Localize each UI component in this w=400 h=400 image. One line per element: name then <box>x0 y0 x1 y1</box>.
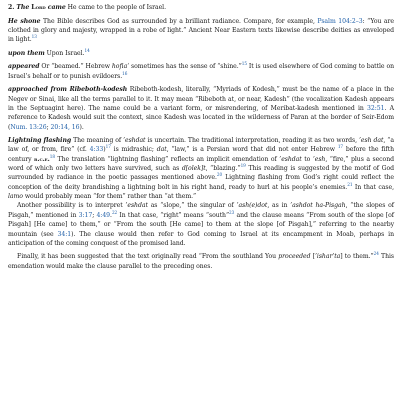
cross-reference-link[interactable]: 4:33 <box>89 146 104 154</box>
italic-term: ’eshdat <box>123 137 146 145</box>
body-text: as “slope,” the singular of <box>147 202 237 210</box>
body-text: This emendation would make the clause parallel to the preceding ones. <box>8 253 395 270</box>
cross-reference-link[interactable]: 34:1 <box>57 230 72 238</box>
italic-term: ’esh <box>312 155 326 163</box>
cross-reference-link[interactable]: Psalm 104:2–3 <box>317 17 363 25</box>
body-text: , as in <box>267 202 291 210</box>
footnote-marker[interactable]: 17 <box>337 144 344 150</box>
body-text: In that case, <box>352 183 394 191</box>
paragraph-finally <box>8 252 394 271</box>
lemma: came <box>45 4 66 11</box>
footnote-marker[interactable]: 23 <box>229 209 235 215</box>
body-text: and the clause means “From south of the slope [of Pisgah] [He came] to them,” or “From the south [He came] to them at the slope [of Pisgah],” referring to the nearby mountain (see <box>8 211 394 238</box>
footnote-marker[interactable]: 22 <box>111 209 118 215</box>
body-text: ). <box>79 123 84 131</box>
small-caps-text: Lord <box>31 4 46 11</box>
verse-2-heading <box>8 3 394 12</box>
footnote-marker[interactable]: 19 <box>240 163 246 169</box>
verse-number: 2. <box>8 4 17 11</box>
italic-term: ’esh dat <box>358 137 384 145</box>
cross-reference-link[interactable]: Num. 13:26 <box>10 123 47 131</box>
footnote-marker[interactable]: 16 <box>122 70 128 76</box>
lemma: Lightning flashing <box>8 137 72 145</box>
italic-term: ’eshdat <box>125 202 148 210</box>
lemma: He shone <box>8 17 41 25</box>
body-text: would probably mean “for them” rather than “at them.” <box>22 193 197 201</box>
italic-term: ’ash(e)dot <box>236 202 268 210</box>
entry-upon-them <box>8 49 394 58</box>
body-text: In that case, “right” means “south” <box>117 211 230 219</box>
body-text: . <box>110 211 112 219</box>
body-text: Another possibility is to interpret <box>17 202 126 210</box>
body-text: , “a law of, or from, fire” (cf. <box>8 137 394 154</box>
body-text: Ribeboth-kodesh, literally, “Myriads of Kodesh,” must be the name of a place in the Negev or Sinai, like all the terms parallel to it. It may mean “Ribeboth at, or near, Kadesh” (the vocalization Kadesh appears in the Septuagint here). The name could be a variant form, or misrendering, of Meribat-kadesh mentioned in <box>8 86 394 112</box>
body-text: He came to the people of Israel. <box>65 4 166 11</box>
entry-he-shone <box>8 17 394 45</box>
body-text: ; <box>46 123 51 131</box>
body-text: , “law,” is a Persian word that did not enter Hebrew <box>166 146 338 154</box>
footnote-marker[interactable]: 13 <box>31 34 37 40</box>
body-text: ; <box>92 211 97 219</box>
small-caps-text: b.c.e. <box>34 155 50 163</box>
body-text: sometimes has the sense of “shine.” <box>129 63 242 71</box>
italic-term: d[olek]t <box>181 165 206 173</box>
cross-reference-link[interactable]: 20:14, 16 <box>50 123 80 131</box>
entry-ribeboth-kodesh <box>8 85 394 132</box>
body-text: ] to them.” <box>340 253 374 261</box>
italic-term: lamo <box>8 193 23 201</box>
body-text: Lightning flashing from God’s right could reflect the conception of the deity brandishing a lightning bolt in his right hand, ready to hurl at his people’s enemies. <box>8 174 394 191</box>
body-text: ). The clause would then refer to God coming to Israel at its encampment in Moab, perhaps in anticipation of the coming conquest of the promised land. <box>8 230 395 247</box>
body-text: It is used elsewhere of God coming to battle on Israel’s behalf or to punish evildoers. <box>8 63 394 80</box>
italic-term: ’eshdat <box>279 155 302 163</box>
body-text: before the fifth century <box>8 146 394 163</box>
body-text: The meaning of <box>71 137 124 145</box>
italic-term: ’ashdot ha-Pisgah <box>290 202 346 210</box>
body-text: Finally, it has been suggested that the text originally read “From the southland You <box>17 253 279 261</box>
entry-lightning-flashing <box>8 136 394 201</box>
footnote-marker[interactable]: 20 <box>216 172 223 178</box>
body-text: [ <box>310 253 316 261</box>
body-text: ) <box>103 146 106 154</box>
footnote-marker[interactable]: 15 <box>241 61 247 67</box>
footnote-marker[interactable]: 17 <box>105 144 111 150</box>
lemma: appeared <box>8 63 40 71</box>
cross-reference-link[interactable]: 32:51 <box>367 104 385 112</box>
body-text: This reading is suggested by the motif of God surrounded by radiance in the poetic passages mentioned above. <box>8 165 394 182</box>
italic-term: ’ishar’ta <box>315 253 341 261</box>
footnote-marker[interactable]: 14 <box>84 47 90 53</box>
footnote-marker[interactable]: 24 <box>373 251 379 257</box>
body-text: The translation “lightning flashing” reflects an implicit emendation of <box>55 155 280 163</box>
body-text: , “fire,” plus a second word of which only two letters have survived, such as <box>8 155 394 173</box>
body-text: : “You are clothed in glory and majesty, wrapped in a robe of light.” Ancient Near Eastern texts likewise describe deities as enveloped in light. <box>8 17 395 44</box>
body-text: is midrashic; <box>110 146 157 154</box>
lemma: approached from Ribeboth-kodesh <box>8 86 128 94</box>
italic-term: dat <box>156 146 167 154</box>
entry-appeared <box>8 62 394 81</box>
lemma: upon them <box>8 49 45 57</box>
body-text: to <box>301 155 313 163</box>
body-text: Or “beamed.” Hebrew <box>39 63 112 71</box>
body-text: , “the slopes of Pisgah,” mentioned in <box>8 202 395 219</box>
body-text: is uncertain. The traditional interpretation, reading it as two words, <box>145 137 359 145</box>
cross-reference-link[interactable]: 3:17 <box>78 211 93 219</box>
body-text: Upon Israel. <box>44 49 85 57</box>
body-text: The Bible describes God as surrounded by a brilliant radiance. Compare, for example, <box>40 17 318 25</box>
cross-reference-link[interactable]: 4:49 <box>96 211 111 219</box>
italic-term: proceeded <box>278 253 311 261</box>
commentary-page <box>8 3 394 275</box>
footnote-marker[interactable]: 21 <box>347 181 353 187</box>
paragraph-pisgah <box>8 201 394 248</box>
body-text: , “blazing.” <box>205 165 241 173</box>
footnote-marker[interactable]: 18 <box>49 153 56 159</box>
italic-term: hofia‘ <box>111 63 130 71</box>
lemma: The <box>16 4 32 11</box>
body-text: . A reference to Kadesh would suit the context, since Kadesh was located in the wilderness of Paran at the border of Seir-Edom ( <box>8 104 394 131</box>
